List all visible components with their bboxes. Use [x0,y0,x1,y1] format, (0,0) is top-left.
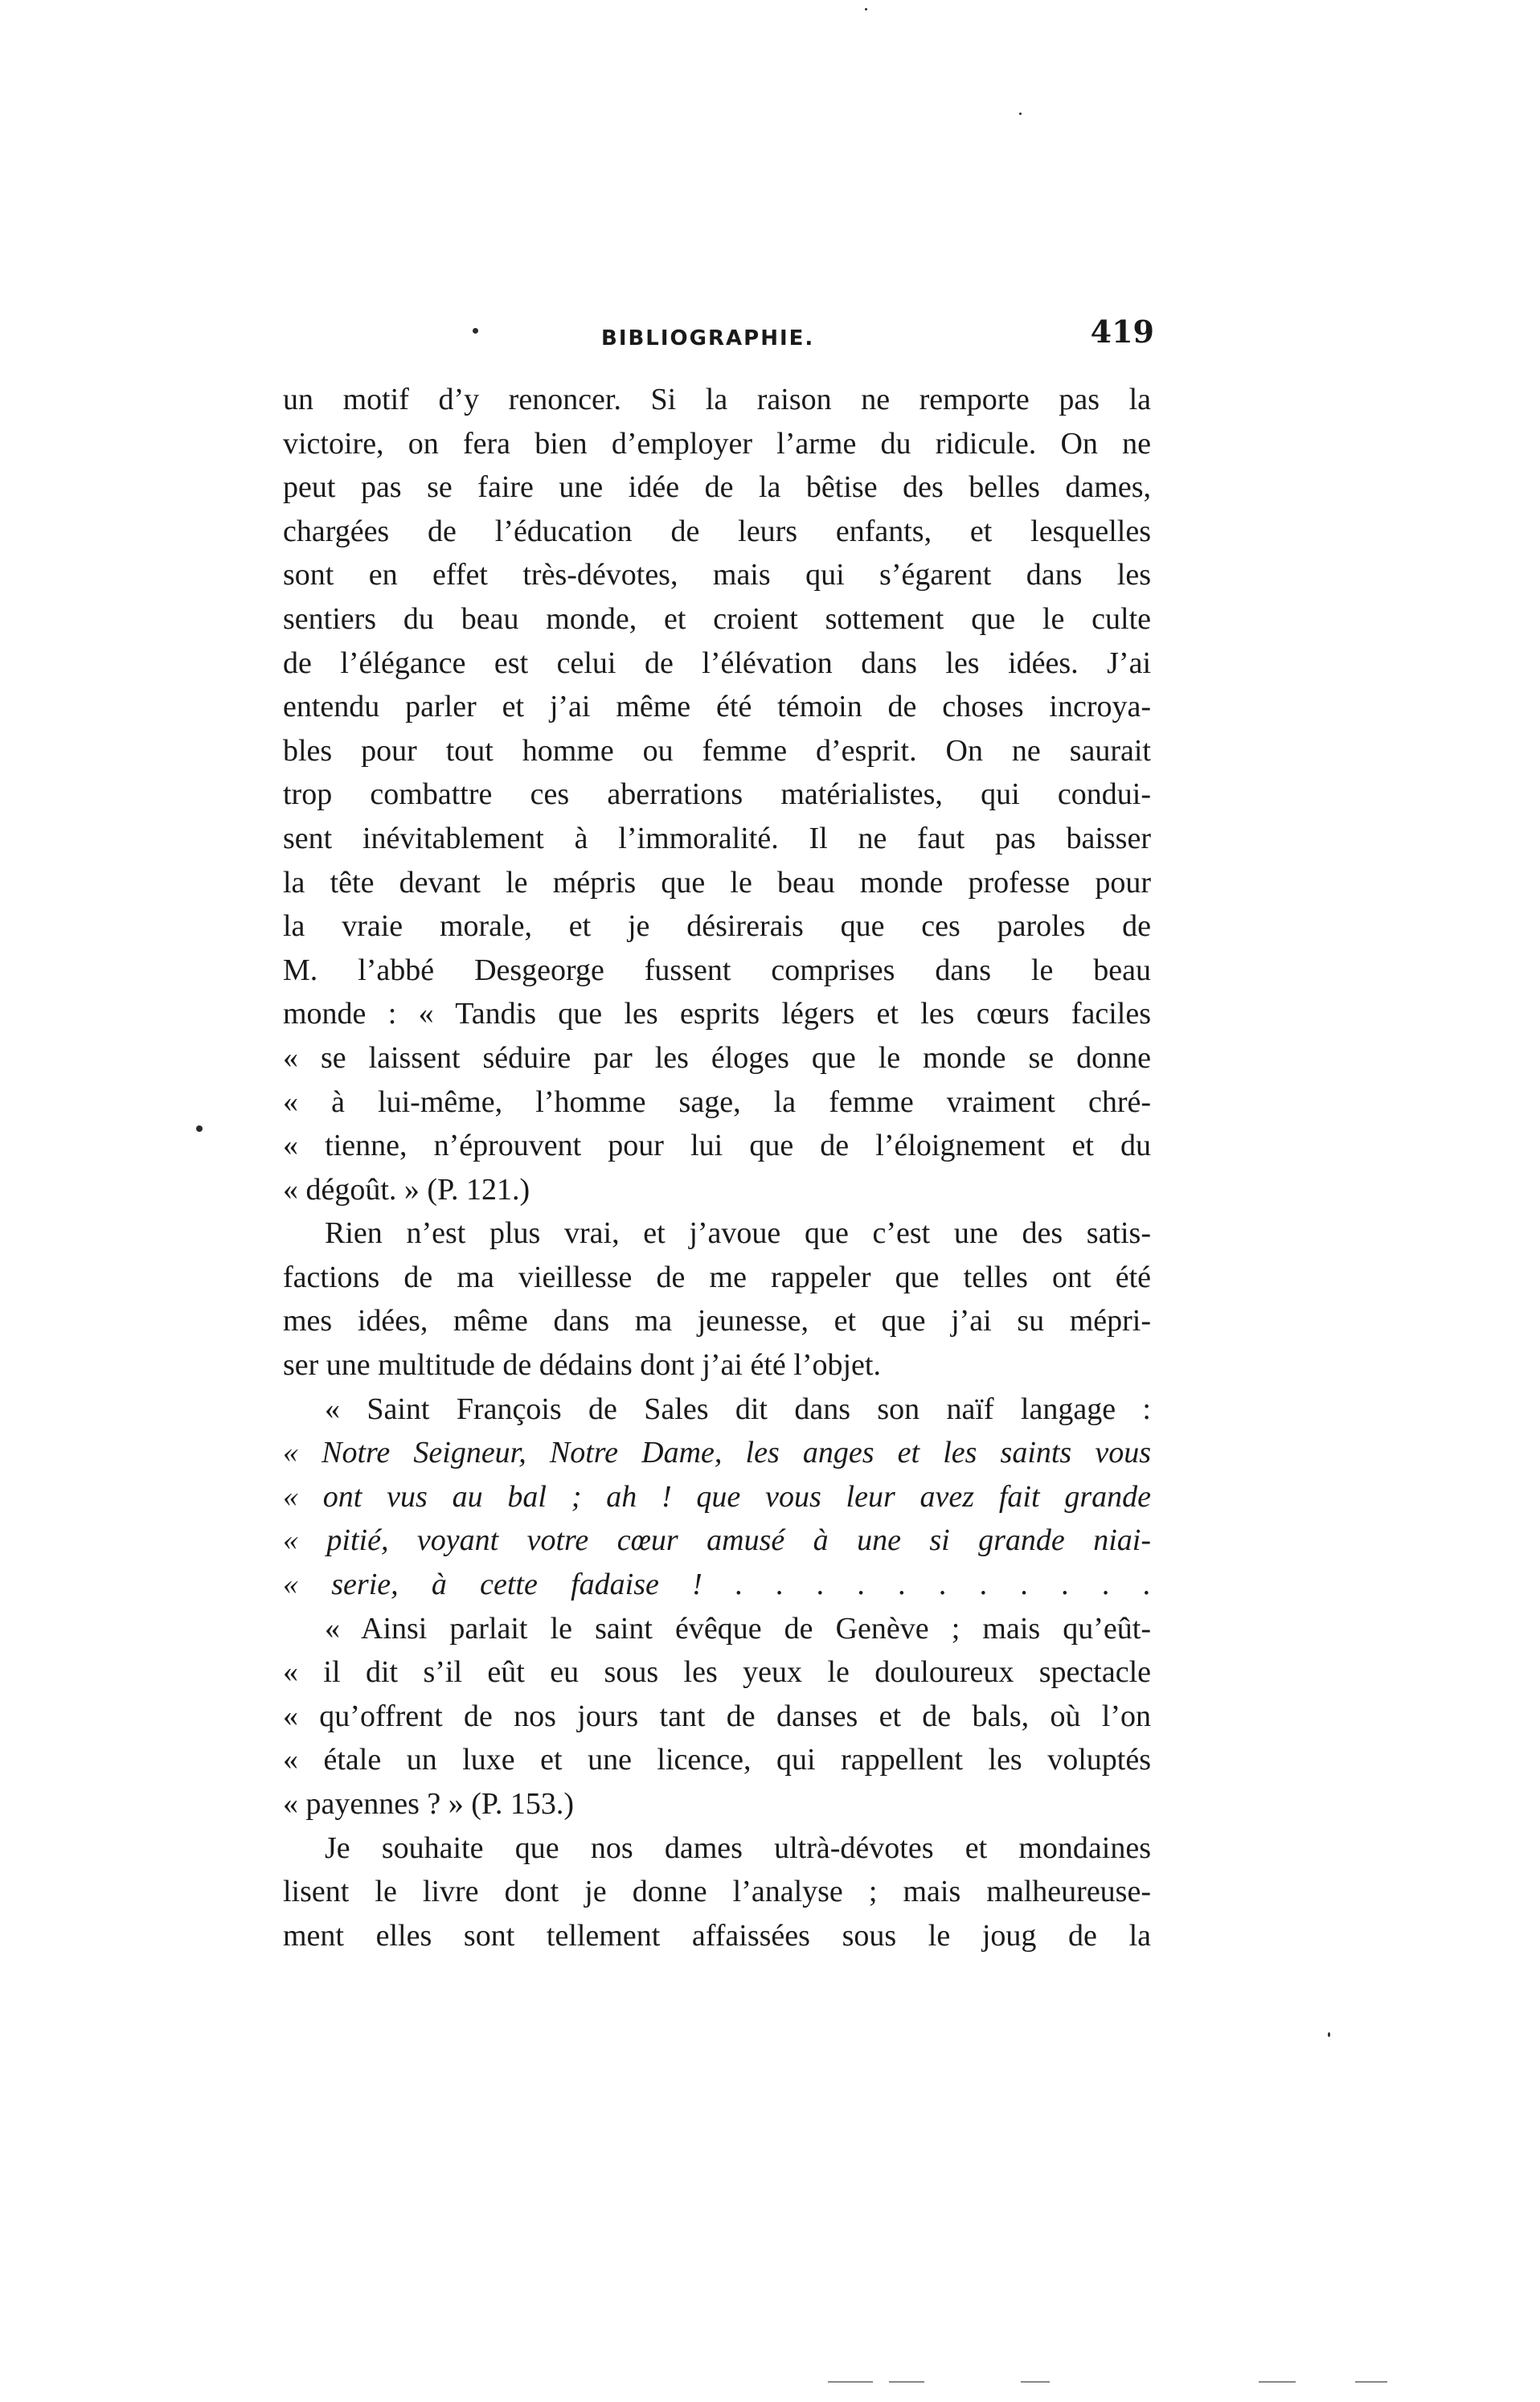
text-line: chargées de l’éducation de leurs enfants, et lesquelles [283,514,1151,548]
text-line: Rien n’est plus vrai, et j’avoue que c’est une des satis- [325,1216,1151,1251]
text-line: mes idées, même dans ma jeunesse, et que j’ai su mépri- [283,1304,1151,1338]
text-line: peut pas se faire une idée de la bêtise des belles dames, [283,470,1151,505]
text-line: « ont vus au bal ; ah ! que vous leur avez fait grande [283,1479,1151,1514]
text-line: sent inévitablement à l’immoralité. Il ne faut pas baisser [283,821,1151,855]
scan-speck [865,8,867,10]
edge-mark [1021,2381,1050,2383]
text-line: « à lui-même, l’homme sage, la femme vraiment chré- [283,1084,1151,1119]
text-line: la tête devant le mépris que le beau monde professe pour [283,865,1151,900]
edge-mark [889,2381,924,2383]
text-line: ment elles sont tellement affaissées sous le joug de la [283,1918,1151,1953]
running-title: BIBLIOGRAPHIE. [601,326,815,350]
text-line: « étale un luxe et une licence, qui rappellent les voluptés [283,1743,1151,1777]
text-line: monde : « Tandis que les esprits légers et les cœurs faciles [283,997,1151,1031]
text-line: « Ainsi parlait le saint évêque de Genève ; mais qu’eût- [325,1611,1151,1646]
edge-mark [1355,2381,1387,2383]
text-line: sont en effet très-dévotes, mais qui s’égarent dans les [283,558,1151,592]
text-line: « serie, à cette fadaise ! . . . . . . . . . . . [283,1568,1151,1602]
text-line: « dégoût. » (P. 121.) [283,1172,530,1207]
text-line: trop combattre ces aberrations matérialistes, qui condui- [283,777,1151,812]
text-line: Je souhaite que nos dames ultrà-dévotes et mondaines [325,1830,1151,1865]
scan-speck [1328,2032,1330,2037]
page-number: 419 [1090,314,1154,350]
text-line: « qu’offrent de nos jours tant de danses et de bals, où l’on [283,1699,1151,1733]
text-line: victoire, on fera bien d’employer l’arme du ridicule. On ne [283,426,1151,461]
edge-mark [1259,2381,1296,2383]
text-line: « se laissent séduire par les éloges que le monde se donne [283,1040,1151,1075]
text-line: « il dit s’il eût eu sous les yeux le douloureux spectacle [283,1655,1151,1690]
text-line: factions de ma vieillesse de me rappeler que telles ont été [283,1260,1151,1294]
text-line: bles pour tout homme ou femme d’esprit. On ne saurait [283,733,1151,768]
scan-speck [473,328,478,334]
text-line: « tienne, n’éprouvent pour lui que de l’éloignement et du [283,1129,1151,1163]
text-line: « Notre Seigneur, Notre Dame, les anges et les saints vous [283,1436,1151,1470]
body-text [283,378,1151,1957]
page-header [283,312,1161,368]
text-line: « payennes ? » (P. 153.) [283,1787,574,1821]
text-line: un motif d’y renoncer. Si la raison ne remporte pas la [283,383,1151,416]
scan-speck [1019,113,1022,115]
scan-speck [196,1125,203,1132]
text-line: entendu parler et j’ai même été témoin de choses incroya- [283,690,1151,724]
text-line: « Saint François de Sales dit dans son naïf langage : [325,1392,1151,1426]
text-line: la vraie morale, et je désirerais que ces paroles de [283,909,1151,944]
edge-mark [828,2381,873,2383]
text-line: ser une multitude de dédains dont j’ai été l’objet. [283,1348,881,1383]
text-line: « pitié, voyant votre cœur amusé à une si grande niai- [283,1523,1151,1558]
text-line: de l’élégance est celui de l’élévation dans les idées. J’ai [283,646,1151,680]
text-line: M. l’abbé Desgeorge fussent comprises dans le beau [283,953,1151,987]
text-line: sentiers du beau monde, et croient sottement que le culte [283,601,1151,636]
text-line: lisent le livre dont je donne l’analyse ; mais malheureuse- [283,1875,1151,1909]
